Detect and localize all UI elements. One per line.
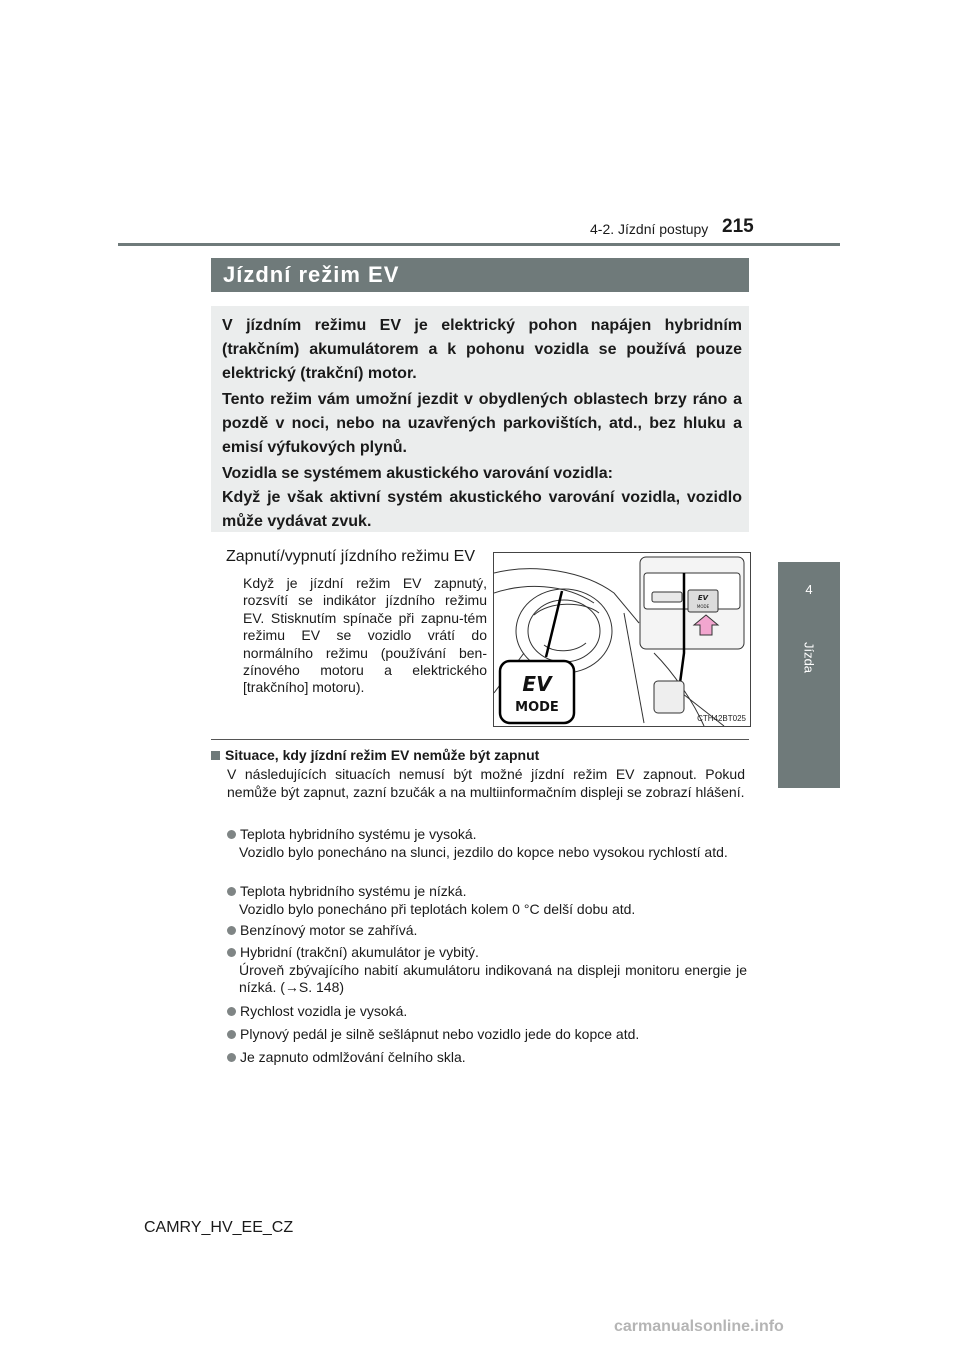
square-bullet-icon: [211, 751, 220, 760]
bullet-dot-icon: [227, 1030, 236, 1039]
magnified-mode-label: MODE: [515, 700, 559, 715]
ev-switch-description: Když je jízdní režim EV zapnutý, rozsvítí se indikátor jízdního režimu EV. Stisknutím spínače při zapnu-tém režimu EV se vozidlo vrátí do normálního režimu (používání ben-zínového motoru a elektrického [trakčního] motoru).: [243, 575, 487, 696]
document-code: CAMRY_HV_EE_CZ: [144, 1219, 294, 1236]
section-reference: 4-2. Jízdní postupy: [590, 221, 709, 237]
intro-paragraph-1: V jízdním režimu EV je elektrický pohon napájen hybridním (trakčním) akumulátorem a k pohonu vozidla se používá pouze elektrický (trakční) motor.: [222, 317, 742, 382]
bullet-dot-icon: [227, 1053, 236, 1062]
dashboard-illustration: [494, 553, 750, 726]
section-title-bar: [211, 258, 749, 292]
switch-ev-label: EV: [697, 594, 709, 602]
bullet-dot-icon: [227, 830, 236, 839]
chapter-tab: [778, 562, 840, 788]
separator: [211, 739, 749, 740]
situations-title: Situace, kdy jízdní režim EV nemůže být zapnut: [211, 747, 539, 763]
intro-paragraph-3a: Vozidla se systémem akustického varování vozidla:: [222, 465, 613, 482]
intro-paragraph-2: Tento režim vám umožní jezdit v obydlených oblastech brzy ráno a pozdě v noci, nebo na uzavřených parkovištích, atd., bez hluku a emisí výfukových plynů.: [222, 391, 742, 456]
watermark: carmanualsonline.info: [614, 1318, 784, 1335]
bullet-dot-icon: [227, 926, 236, 935]
list-item: Rychlost vozidla je vysoká.: [227, 1003, 747, 1021]
ev-switch-heading: Zapnutí/vypnutí jízdního režimu EV: [226, 548, 476, 565]
list-item: Teplota hybridního systému je vysoká. Vozidlo bylo ponecháno na slunci, jezdilo do kopce nebo vysokou rychlostí atd.: [227, 826, 747, 861]
switch-mode-label: MODE: [696, 604, 710, 609]
bullet-dot-icon: [227, 1007, 236, 1016]
section-title: Jízdní režim EV: [223, 262, 400, 287]
intro-paragraph-3b: Když je však aktivní systém akustického varování vozidla, vozidlo může vydávat zvuk.: [222, 489, 742, 530]
list-item: Teplota hybridního systému je nízká. Vozidlo bylo ponecháno při teplotách kolem 0 °C delší dobu atd.: [227, 883, 747, 918]
list-item: Plynový pedál je silně sešlápnut nebo vozidlo jede do kopce atd.: [227, 1026, 747, 1044]
figure-code: CTH42BT025: [697, 714, 746, 723]
chapter-label: Jízda: [801, 641, 817, 674]
list-item: Hybridní (trakční) akumulátor je vybitý. Úroveň zbývajícího nabití akumulátoru indikovaná na displeji monitoru energie je nízká. (→S. 148): [227, 944, 747, 997]
situations-intro: V následujících situacích nemusí být možné jízdní režim EV zapnout. Pokud nemůže být zapnut, zazní bzučák a na multiinformačním displeji se zobrazí hlášení.: [227, 766, 745, 800]
header-rule: [118, 243, 840, 246]
intro-box: [211, 306, 749, 532]
chapter-number: 4: [805, 582, 813, 597]
magnified-ev-label: EV: [522, 672, 552, 696]
bullet-dot-icon: [227, 887, 236, 896]
list-item: Je zapnuto odmlžování čelního skla.: [227, 1049, 747, 1067]
ev-mode-switch-figure: [493, 552, 751, 727]
list-item: Benzínový motor se zahřívá.: [227, 922, 747, 940]
page-number: 215: [722, 216, 754, 237]
shift-lever: [654, 681, 684, 713]
bullet-dot-icon: [227, 948, 236, 957]
